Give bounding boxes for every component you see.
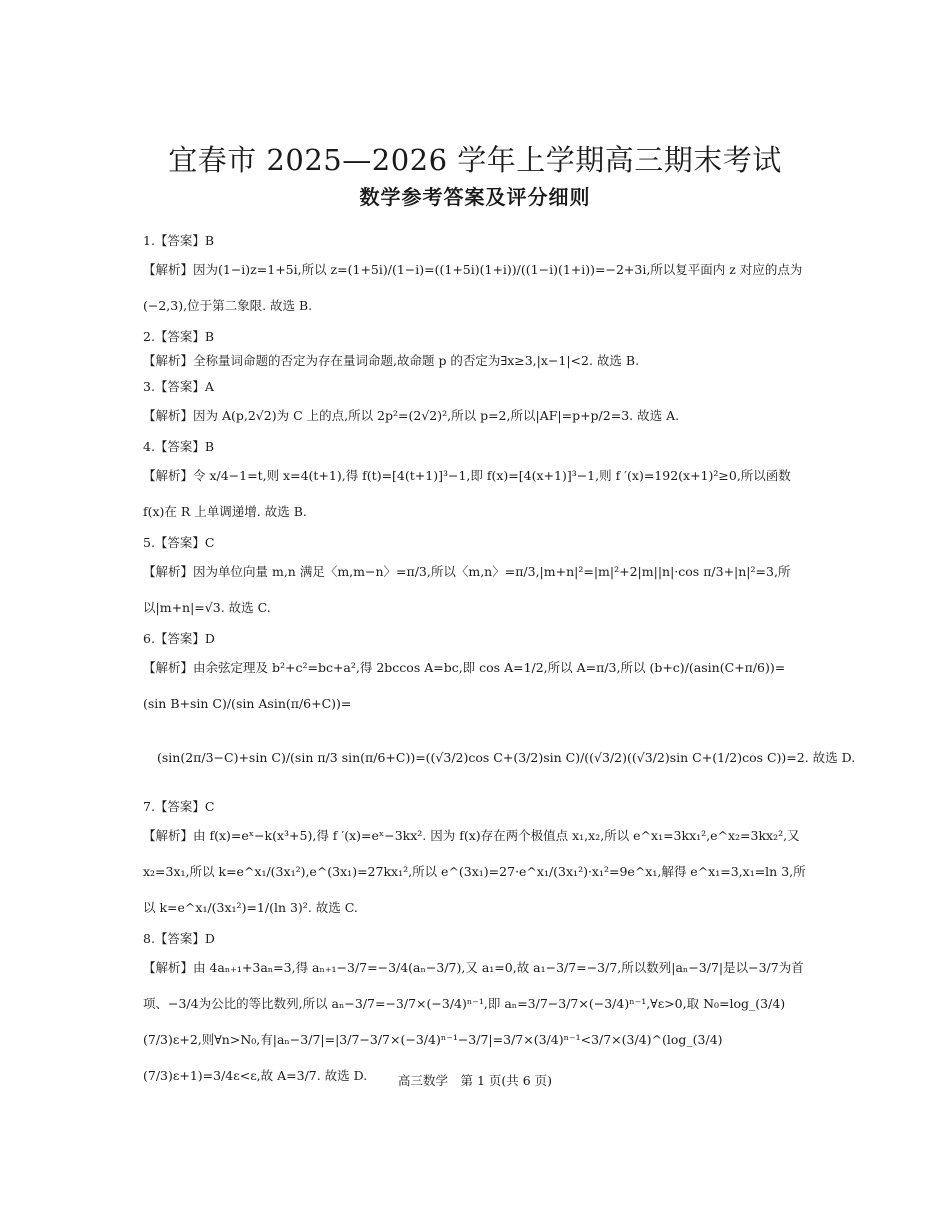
question-5 (143, 532, 808, 626)
solution-7: 【解析】由 f(x)=eˣ−k(x³+5),得 f ′(x)=eˣ−3kx². 因为 f(x)存在两个极值点 x₁,x₂,所以 e^x₁=3kx₁²,e^x₂=3kx₂²,又 x₂=3x₁,所以 k=e^x₁/(3x₁²),e^(3x₁)=27kx₁²,所以 e^(3x₁)=27·e^x₁/(3x₁²)·x₁²=9e^x₁,解得 e^x₁=3,x₁=ln 3,所以 k=e^x₁/(3x₁²)=1/(ln 3)². 故选 C. (143, 828, 806, 915)
answer-3: 3.【答案】A (143, 379, 214, 394)
answer-list (143, 228, 856, 1094)
answer-7: 7.【答案】C (143, 799, 215, 814)
question-8 (143, 928, 808, 1094)
solution-4: 【解析】令 x/4−1=t,则 x=4(t+1),得 f(t)=[4(t+1)]³−1,即 f(x)=[4(x+1)]³−1,则 f ′(x)=192(x+1)²≥0,所以函数 f(x)在 R 上单调递增. 故选 B. (143, 468, 791, 519)
answer-5: 5.【答案】C (143, 535, 215, 550)
solution-2: 【解析】全称量词命题的否定为存在量词命题,故命题 p 的否定为∃x≥3,|x−1|<2. 故选 B. (143, 353, 640, 368)
solution-5: 【解析】因为单位向量 m,n 满足〈m,m−n〉=π/3,所以〈m,n〉=π/3,|m+n|²=|m|²+2|m||n|·cos π/3+|n|²=3,所以|m+n|=√3. 故选 C. (143, 564, 791, 615)
solution-8: 【解析】由 4aₙ₊₁+3aₙ=3,得 aₙ₊₁−3/7=−3/4(aₙ−3/7),又 a₁=0,故 a₁−3/7=−3/7,所以数列|aₙ−3/7|是以−3/7为首项、−3/4为公比的等比数列,所以 aₙ−3/7=−3/7×(−3/4)ⁿ⁻¹,即 aₙ=3/7−3/7×(−3/4)ⁿ⁻¹,∀ε>0,取 N₀=log_(3/4)(7/3)ε+2,则∀n>N₀,有|aₙ−3/7|=|3/7−3/7×(−3/4)ⁿ⁻¹−3/7|=3/7×(3/4)ⁿ⁻¹<3/7×(3/4)^(log_(3/4)(7/3)ε+1)=3/4ε<ε,故 A=3/7. 故选 D. (143, 960, 804, 1083)
question-3 (143, 376, 808, 434)
answer-4: 4.【答案】B (143, 439, 215, 454)
answer-6: 6.【答案】D (143, 631, 215, 646)
solution-6: 【解析】由余弦定理及 b²+c²=bc+a²,得 2bccos A=bc,即 cos A=1/2,所以 A=π/3,所以 (b+c)/(asin(C+π/6))=(sin B+sin C)/(sin Asin(π/6+C))= (143, 660, 786, 711)
page-subtitle: 数学参考答案及评分细则 (359, 185, 591, 209)
page-title: 宜春市 2025—2026 学年上学期高三期末考试 (168, 143, 782, 177)
question-7 (143, 796, 808, 926)
solution-3: 【解析】因为 A(p,2√2)为 C 上的点,所以 2p²=(2√2)²,所以 p=2,所以|AF|=p+p/2=3. 故选 A. (143, 408, 680, 423)
question-2 (143, 326, 808, 374)
question-1 (143, 230, 808, 324)
solution-1: 【解析】因为(1−i)z=1+5i,所以 z=(1+5i)/(1−i)=((1+5i)(1+i))/((1−i)(1+i))=−2+3i,所以复平面内 z 对应的点为(−2,3),位于第二象限. 故选 B. (143, 262, 803, 313)
answer-8: 8.【答案】D (143, 931, 215, 946)
answer-1: 1.【答案】B (143, 233, 215, 248)
solution-6-formula: (sin(2π/3−C)+sin C)/(sin π/3 sin(π/6+C))=((√3/2)cos C+(3/2)sin C)/((√3/2)((√3/2)sin C+(1/2)cos C))=2. 故选 D. (157, 750, 856, 765)
answer-2: 2.【答案】B (143, 329, 215, 344)
page-footer: 高三数学 第 1 页(共 6 页) (397, 1073, 553, 1088)
question-6 (143, 628, 856, 794)
question-4 (143, 436, 808, 530)
